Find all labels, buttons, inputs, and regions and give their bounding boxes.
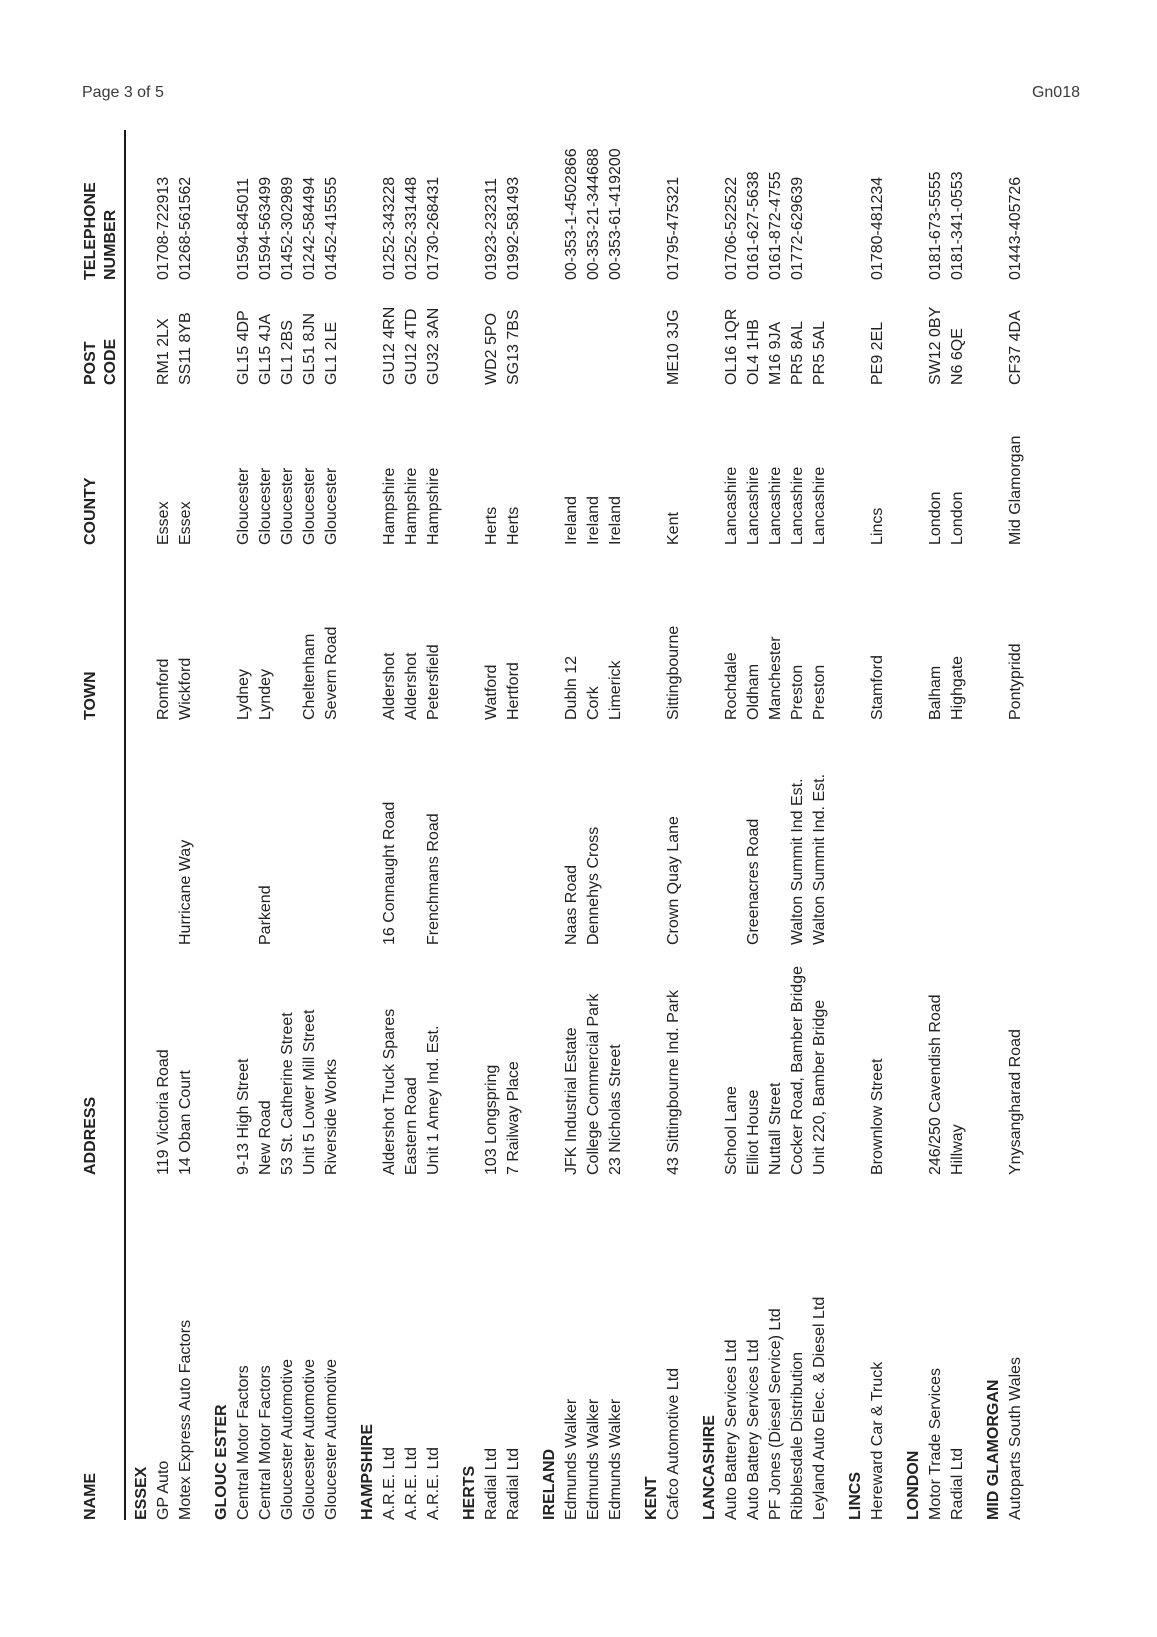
cell-address: 7 Railway Place bbox=[505, 1061, 522, 1175]
cell-telephone: 01992-581493 bbox=[505, 176, 522, 280]
cell-town: Manchester bbox=[767, 636, 784, 720]
table-row bbox=[1005, 130, 1027, 1520]
table-row bbox=[153, 130, 175, 1520]
cell-telephone: 01268-561562 bbox=[177, 176, 194, 280]
cell-telephone: 01252-331448 bbox=[403, 176, 420, 280]
cell-post-code: GL1 2BS bbox=[279, 320, 296, 385]
cell-address2: Walton Summit Ind Est. bbox=[789, 778, 806, 945]
cell-telephone: 00-353-21-344688 bbox=[585, 148, 602, 280]
col-header-name: NAME bbox=[82, 1472, 99, 1520]
cell-post-code: GU12 4TD bbox=[403, 308, 420, 385]
cell-town: Hertford bbox=[505, 662, 522, 720]
cell-telephone: 0161-872-4755 bbox=[767, 171, 784, 280]
cell-county: Ireland bbox=[563, 496, 580, 545]
cell-county: Gloucester bbox=[301, 467, 318, 545]
cell-county: Kent bbox=[665, 512, 682, 545]
cell-post-code: SG13 7BS bbox=[505, 309, 522, 385]
table-row bbox=[423, 130, 445, 1520]
section-header: IRELAND bbox=[541, 1448, 558, 1520]
cell-telephone: 0161-627-5638 bbox=[745, 171, 762, 280]
section-header: LONDON bbox=[905, 1450, 922, 1520]
cell-town: Cork bbox=[585, 686, 602, 720]
cell-name: Ribblesdale Distribution bbox=[789, 1351, 806, 1520]
cell-post-code: WD2 5PO bbox=[483, 312, 500, 385]
cell-name: Central Motor Factors bbox=[235, 1365, 252, 1520]
cell-town: Romford bbox=[155, 658, 172, 720]
cell-post-code: PE9 2EL bbox=[869, 321, 886, 385]
cell-name: Gloucester Automotive bbox=[323, 1359, 340, 1520]
section-header: HERTS bbox=[461, 1465, 478, 1520]
cell-name: A.R.E. Ltd bbox=[381, 1447, 398, 1520]
cell-town: Wickford bbox=[177, 657, 194, 720]
cell-name: Auto Battery Services Ltd bbox=[723, 1339, 740, 1520]
cell-town: Highgate bbox=[949, 655, 966, 720]
cell-telephone: 01252-343228 bbox=[381, 176, 398, 280]
table-row bbox=[787, 130, 809, 1520]
cell-county: Lancashire bbox=[745, 466, 762, 545]
page-header bbox=[0, 0, 1157, 120]
cell-post-code: ME10 3JG bbox=[665, 309, 682, 385]
cell-address: Cocker Road, Bamber Bridge bbox=[789, 966, 806, 1175]
table-body bbox=[131, 130, 1027, 1520]
cell-county: Lancashire bbox=[811, 466, 828, 545]
cell-name: Radial Ltd bbox=[483, 1447, 500, 1520]
cell-county: Lancashire bbox=[767, 466, 784, 545]
cell-telephone: 01923-232311 bbox=[483, 177, 500, 280]
cell-town: Aldershot bbox=[403, 652, 420, 720]
cell-telephone: 01594-845011 bbox=[235, 177, 252, 280]
cell-town: Balham bbox=[927, 665, 944, 720]
cell-address2: Greenacres Road bbox=[745, 818, 762, 945]
cell-town: Oldham bbox=[745, 663, 762, 720]
cell-telephone: 01795-475321 bbox=[665, 176, 682, 280]
cell-telephone: 01452-302989 bbox=[279, 176, 296, 280]
cell-town: Lydney bbox=[235, 669, 252, 720]
cell-town: Severn Road bbox=[323, 626, 340, 720]
cell-name: Edmunds Walker bbox=[585, 1398, 602, 1520]
cell-telephone: 01452-415555 bbox=[323, 176, 340, 280]
table-section bbox=[641, 130, 685, 1520]
cell-post-code: M16 9JA bbox=[767, 321, 784, 385]
table-section bbox=[539, 130, 627, 1520]
cell-telephone: 0181-341-0553 bbox=[949, 171, 966, 280]
cell-post-code: OL16 1QR bbox=[723, 308, 740, 385]
cell-post-code: GL51 8JN bbox=[301, 312, 318, 385]
cell-address: 246/250 Cavendish Road bbox=[927, 994, 944, 1175]
table-section bbox=[459, 130, 525, 1520]
table-section bbox=[357, 130, 445, 1520]
col-header-phone-line1: TELEPHONE bbox=[82, 182, 99, 280]
header-rule bbox=[124, 130, 126, 1520]
page-number: Page 3 of 5 bbox=[82, 84, 164, 101]
cell-address: 119 Victoria Road bbox=[155, 1049, 172, 1175]
cell-county: Essex bbox=[177, 501, 194, 545]
cell-address: Riverside Works bbox=[323, 1058, 340, 1175]
section-header: LANCASHIRE bbox=[701, 1415, 718, 1520]
cell-county: Lincs bbox=[869, 507, 886, 545]
cell-name: Radial Ltd bbox=[505, 1447, 522, 1520]
table-section bbox=[845, 130, 889, 1520]
table-section bbox=[131, 130, 197, 1520]
table-row bbox=[175, 130, 197, 1520]
cell-address: Hillway bbox=[949, 1124, 966, 1175]
cell-address: 53 St. Catherine Street bbox=[279, 1012, 296, 1175]
cell-post-code: SS11 8YB bbox=[177, 312, 194, 385]
cell-address: 103 Longspring bbox=[483, 1064, 500, 1175]
cell-address: Aldershot Truck Spares bbox=[381, 1008, 398, 1175]
cell-county: Gloucester bbox=[323, 467, 340, 545]
cell-town: Preston bbox=[811, 664, 828, 720]
cell-town: Watford bbox=[483, 664, 500, 720]
table-row bbox=[663, 130, 685, 1520]
cell-address: Eastern Road bbox=[403, 1077, 420, 1175]
cell-post-code: RM1 2LX bbox=[155, 318, 172, 385]
cell-address: JFK Industrial Estate bbox=[563, 1027, 580, 1175]
table-row bbox=[277, 130, 299, 1520]
cell-county: Lancashire bbox=[723, 466, 740, 545]
cell-county: Hampshire bbox=[425, 467, 442, 545]
cell-post-code: N6 6QE bbox=[949, 328, 966, 385]
cell-name: A.R.E. Ltd bbox=[425, 1447, 442, 1520]
table-row bbox=[605, 130, 627, 1520]
cell-address: College Commercial Park bbox=[585, 993, 602, 1175]
cell-address2: Frenchmans Road bbox=[425, 813, 442, 945]
col-header-town: TOWN bbox=[82, 671, 99, 720]
cell-county: Mid Glamorgan bbox=[1007, 435, 1024, 545]
cell-name: Motor Trade Services bbox=[927, 1367, 944, 1520]
cell-county: London bbox=[927, 491, 944, 545]
cell-address: School Lane bbox=[723, 1086, 740, 1175]
col-header-phone-line2: NUMBER bbox=[102, 209, 119, 280]
cell-address: New Road bbox=[257, 1100, 274, 1175]
cell-town: Sittingbourne bbox=[665, 625, 682, 720]
table-row bbox=[255, 130, 277, 1520]
table-row bbox=[503, 130, 525, 1520]
cell-name: Edmunds Walker bbox=[563, 1398, 580, 1520]
cell-address: 14 Oban Court bbox=[177, 1070, 194, 1175]
col-header-post-line1: POST bbox=[82, 341, 99, 385]
cell-county: Herts bbox=[483, 506, 500, 545]
cell-address2: Hurricane Way bbox=[177, 839, 194, 945]
table-row bbox=[481, 130, 503, 1520]
cell-post-code: GL15 4DP bbox=[235, 310, 252, 385]
cell-post-code: GL1 2LE bbox=[323, 321, 340, 385]
table-row bbox=[561, 130, 583, 1520]
table-header-row bbox=[80, 130, 124, 1520]
cell-telephone: 01594-563499 bbox=[257, 176, 274, 280]
cell-town: Aldershot bbox=[381, 652, 398, 720]
section-header: HAMPSHIRE bbox=[359, 1423, 376, 1520]
cell-name: Edmunds Walker bbox=[607, 1398, 624, 1520]
table-row bbox=[867, 130, 889, 1520]
cell-telephone: 00-353-61-419200 bbox=[607, 148, 624, 280]
rotated-table bbox=[80, 130, 1040, 1520]
cell-telephone: 01730-268431 bbox=[425, 176, 442, 280]
cell-post-code: OL4 1HB bbox=[745, 319, 762, 385]
section-header: KENT bbox=[643, 1476, 660, 1520]
cell-county: Gloucester bbox=[235, 467, 252, 545]
cell-name: Central Motor Factors bbox=[257, 1365, 274, 1520]
table-row bbox=[379, 130, 401, 1520]
cell-telephone: 01242-584494 bbox=[301, 176, 318, 280]
cell-town: Preston bbox=[789, 664, 806, 720]
cell-name: Autoparts South Wales bbox=[1007, 1356, 1024, 1520]
table-row bbox=[321, 130, 343, 1520]
cell-county: Hampshire bbox=[403, 467, 420, 545]
table-section bbox=[983, 130, 1027, 1520]
cell-name: Leyland Auto Elec. & Diesel Ltd bbox=[811, 1296, 828, 1520]
cell-address: 23 Nicholas Street bbox=[607, 1044, 624, 1175]
cell-town: Petersfield bbox=[425, 644, 442, 720]
cell-county: Ireland bbox=[607, 496, 624, 545]
section-header: MID GLAMORGAN bbox=[985, 1379, 1002, 1520]
cell-name: PF Jones (Diesel Service) Ltd bbox=[767, 1308, 784, 1520]
cell-county: Lancashire bbox=[789, 466, 806, 545]
cell-telephone: 01772-629639 bbox=[789, 176, 806, 280]
cell-name: Hereward Car & Truck bbox=[869, 1361, 886, 1520]
col-header-address: ADDRESS bbox=[82, 1096, 99, 1175]
cell-address: Unit 5 Lower Mill Street bbox=[301, 1009, 318, 1175]
col-header-county: COUNTY bbox=[82, 477, 99, 545]
cell-address: Elliot House bbox=[745, 1089, 762, 1175]
table-row bbox=[583, 130, 605, 1520]
table-row bbox=[765, 130, 787, 1520]
table-row bbox=[233, 130, 255, 1520]
cell-address2: Parkend bbox=[257, 885, 274, 945]
cell-name: Auto Battery Services Ltd bbox=[745, 1339, 762, 1520]
cell-address: Unit 1 Amey Ind. Est. bbox=[425, 1025, 442, 1175]
cell-telephone: 01708-722913 bbox=[155, 176, 172, 280]
cell-county: Hampshire bbox=[381, 467, 398, 545]
cell-post-code: GU32 3AN bbox=[425, 307, 442, 385]
table-row bbox=[809, 130, 831, 1520]
cell-address2: Dennehys Cross bbox=[585, 826, 602, 945]
cell-name: Radial Ltd bbox=[949, 1447, 966, 1520]
cell-address2: Walton Summit Ind. Est. bbox=[811, 773, 828, 945]
cell-county: Essex bbox=[155, 501, 172, 545]
table-row bbox=[401, 130, 423, 1520]
table-section bbox=[903, 130, 969, 1520]
doc-code: Gn018 bbox=[1031, 84, 1080, 101]
cell-county: Ireland bbox=[585, 496, 602, 545]
cell-name: Gloucester Automotive bbox=[279, 1359, 296, 1520]
cell-address: Unit 220, Bamber Bridge bbox=[811, 999, 828, 1175]
cell-telephone: 00-353-1-4502866 bbox=[563, 148, 580, 280]
cell-town: Limerick bbox=[607, 660, 624, 720]
cell-telephone: 01706-522522 bbox=[723, 176, 740, 280]
cell-town: Lyndey bbox=[257, 669, 274, 720]
section-header: LINCS bbox=[847, 1472, 864, 1520]
cell-address2: 16 Connaught Road bbox=[381, 801, 398, 945]
cell-post-code: SW12 0BY bbox=[927, 306, 944, 385]
table-section bbox=[699, 130, 831, 1520]
cell-county: Gloucester bbox=[257, 467, 274, 545]
cell-address: Nuttall Street bbox=[767, 1082, 784, 1175]
cell-post-code: CF37 4DA bbox=[1007, 310, 1024, 385]
cell-post-code: GU12 4RN bbox=[381, 306, 398, 385]
cell-town: Cheltenham bbox=[301, 633, 318, 720]
section-header: ESSEX bbox=[133, 1466, 150, 1520]
cell-name: GP Auto bbox=[155, 1460, 172, 1520]
cell-address: 9-13 High Street bbox=[235, 1058, 252, 1175]
cell-town: Stamford bbox=[869, 655, 886, 720]
table-section bbox=[211, 130, 343, 1520]
cell-post-code: PR5 8AL bbox=[789, 320, 806, 385]
table-row bbox=[947, 130, 969, 1520]
cell-town: Pontypridd bbox=[1007, 643, 1024, 720]
cell-telephone: 01443-405726 bbox=[1007, 176, 1024, 280]
cell-name: A.R.E. Ltd bbox=[403, 1447, 420, 1520]
cell-post-code: PR5 5AL bbox=[811, 320, 828, 385]
cell-address: 43 Sittingbourne Ind. Park bbox=[665, 989, 682, 1175]
table-row bbox=[299, 130, 321, 1520]
cell-address2: Naas Road bbox=[563, 864, 580, 945]
cell-telephone: 0181-673-5555 bbox=[927, 171, 944, 280]
cell-post-code: GL15 4JA bbox=[257, 313, 274, 385]
cell-address2: Crown Quay Lane bbox=[665, 816, 682, 945]
cell-county: Herts bbox=[505, 506, 522, 545]
table-row bbox=[743, 130, 765, 1520]
table-row bbox=[925, 130, 947, 1520]
cell-town: Rochdale bbox=[723, 652, 740, 720]
cell-telephone: 01780-481234 bbox=[869, 176, 886, 280]
cell-county: London bbox=[949, 491, 966, 545]
cell-county: Gloucester bbox=[279, 467, 296, 545]
col-header-post-line2: CODE bbox=[102, 338, 119, 385]
section-header: GLOUC ESTER bbox=[213, 1404, 230, 1520]
cell-name: Gloucester Automotive bbox=[301, 1359, 318, 1520]
cell-town: Dubln 12 bbox=[563, 655, 580, 720]
cell-name: Cafco Automotive Ltd bbox=[665, 1367, 682, 1520]
table-row bbox=[721, 130, 743, 1520]
cell-address: Brownlow Street bbox=[869, 1058, 886, 1175]
cell-name: Motex Express Auto Factors bbox=[177, 1319, 194, 1520]
cell-address: Ynysangharad Road bbox=[1007, 1029, 1024, 1175]
